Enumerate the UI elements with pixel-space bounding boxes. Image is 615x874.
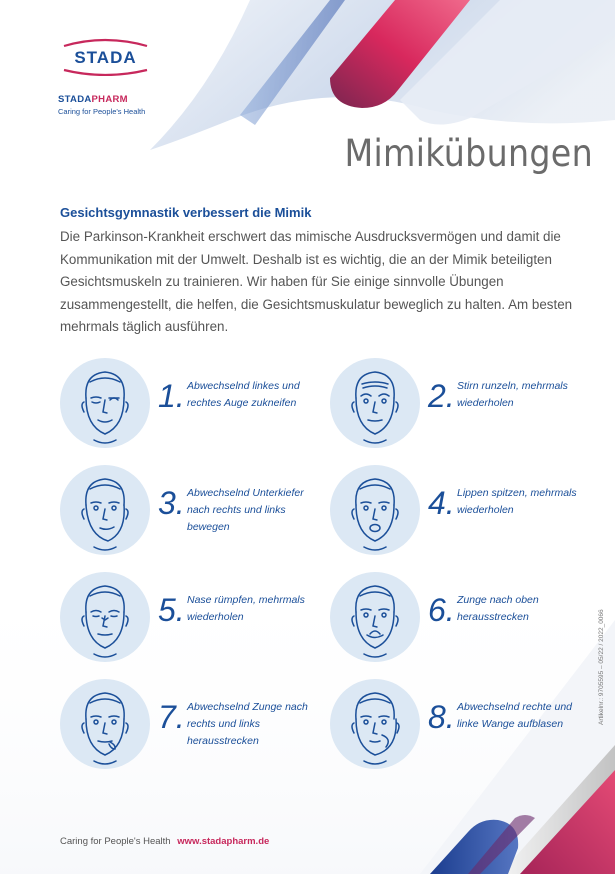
footer — [60, 836, 269, 847]
exercise-text: Abwechselnd Zunge nach rechts und links herausstrecken — [187, 701, 308, 747]
exercise-item-1 — [60, 358, 330, 454]
exercise-item-2 — [330, 358, 600, 454]
exercise-text: Abwechselnd linkes und rechtes Auge zukneifen — [187, 380, 300, 409]
footer-tagline: Caring for People's Health — [60, 836, 171, 847]
exercise-number: 6. — [428, 592, 455, 628]
logo-sub-right: PHARM — [91, 94, 128, 105]
footer-url-link[interactable]: www.stadapharm.de — [177, 836, 270, 847]
face-tongue-side-icon — [60, 679, 150, 769]
logo-brand: STADA — [74, 48, 137, 67]
article-number-text: Artikelnr.: 9705595 – 05/22 / 2022_0066 — [598, 609, 605, 725]
exercise-text: Abwechselnd Unterkiefer nach rechts und links bewegen — [187, 487, 304, 533]
face-tongue-up-icon — [330, 572, 420, 662]
exercise-number: 2. — [428, 378, 455, 414]
exercise-number: 3. — [158, 485, 185, 521]
logo-tagline: Caring for People's Health — [58, 107, 146, 116]
exercise-item-7 — [60, 679, 330, 775]
exercise-item-3 — [60, 465, 330, 561]
stada-logo — [58, 36, 153, 116]
exercise-number: 5. — [158, 592, 185, 628]
exercise-text: Stirn runzeln, mehrmals wiederholen — [457, 380, 568, 409]
face-puffed-cheek-icon — [330, 679, 420, 769]
exercise-number: 1. — [158, 378, 185, 414]
exercise-item-5 — [60, 572, 330, 668]
exercise-number: 8. — [428, 699, 455, 735]
exercise-number: 4. — [428, 485, 455, 521]
exercise-item-6 — [330, 572, 600, 668]
exercise-item-8 — [330, 679, 600, 775]
exercise-text: Nase rümpfen, mehrmals wiederholen — [187, 594, 305, 623]
article-number — [598, 575, 608, 725]
face-wrinkled-nose-icon — [60, 572, 150, 662]
exercise-item-4 — [330, 465, 600, 561]
exercise-text: Zunge nach oben herausstrecken — [457, 594, 539, 623]
face-wink-icon — [60, 358, 150, 448]
intro-heading: Gesichtsgymnastik verbessert die Mimik — [60, 205, 312, 220]
exercise-text: Abwechselnd rechte und linke Wange aufblasen — [457, 701, 572, 730]
exercise-text: Lippen spitzen, mehrmals wiederholen — [457, 487, 577, 516]
logo-sub-left: STADA — [58, 94, 92, 105]
page-title: Mimikübungen — [344, 132, 593, 175]
exercise-number: 7. — [158, 699, 185, 735]
intro-section — [60, 205, 580, 339]
logo-subbrand — [58, 94, 168, 105]
face-pursed-lips-icon — [330, 465, 420, 555]
intro-paragraph: Die Parkinson-Krankheit erschwert das mimische Ausdrucksvermögen und damit die Kommunikation mit der Umwelt. Deshalb ist es wichtig, die an der Mimik beteiligten Gesichtsmuskeln zu trainieren. Wir haben für Sie einige sinnvolle Übungen zusammengestellt, die helfen, die Gesichtsmuskulatur beweglich zu halten. Am besten mehrmals täglich ausführen. — [60, 229, 573, 334]
face-jaw-shift-icon — [60, 465, 150, 555]
face-frown-forehead-icon — [330, 358, 420, 448]
